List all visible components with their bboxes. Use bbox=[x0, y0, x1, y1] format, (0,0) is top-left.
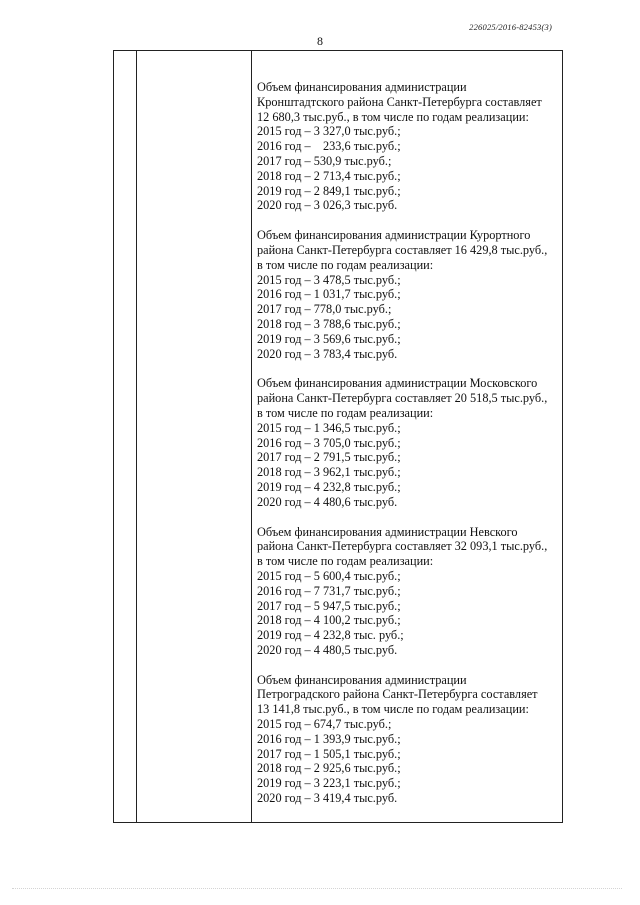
year-line: 2017 год – 778,0 тыс.руб.; bbox=[257, 302, 392, 317]
year-line: 2018 год – 2 713,4 тыс.руб.; bbox=[257, 168, 401, 183]
year-line: 2020 год – 4 480,6 тыс.руб. bbox=[257, 494, 398, 509]
year-line: 2016 год – 7 731,7 тыс.руб.; bbox=[257, 583, 401, 598]
text-line: района Санкт-Петербурга составляет 20 518,5 тыс.руб., bbox=[257, 391, 548, 406]
text-line: Объем финансирования администрации bbox=[257, 80, 467, 94]
year-line: 2018 год – 3 788,6 тыс.руб.; bbox=[257, 316, 401, 331]
year-line: 2020 год – 3 783,4 тыс.руб. bbox=[257, 346, 398, 361]
financing-block-moskovsky bbox=[257, 376, 557, 509]
year-line: 2019 год – 3 223,1 тыс.руб.; bbox=[257, 776, 401, 791]
year-line: 2019 год – 4 232,8 тыс.руб.; bbox=[257, 479, 401, 494]
financing-block-kurortny bbox=[257, 228, 557, 361]
scan-artifact-line bbox=[12, 888, 622, 890]
year-line: 2017 год – 2 791,5 тыс.руб.; bbox=[257, 450, 401, 465]
year-line: 2015 год – 674,7 тыс.руб.; bbox=[257, 717, 392, 732]
text-line: 13 141,8 тыс.руб., в том числе по годам реализации: bbox=[257, 702, 529, 717]
year-line: 2017 год – 5 947,5 тыс.руб.; bbox=[257, 598, 401, 613]
text-line: в том числе по годам реализации: bbox=[257, 257, 434, 272]
year-line: 2019 год – 2 849,1 тыс.руб.; bbox=[257, 183, 401, 198]
text-line: 12 680,3 тыс.руб., в том числе по годам реализации: bbox=[257, 109, 529, 124]
text-line: района Санкт-Петербурга составляет 32 093,1 тыс.руб., bbox=[257, 539, 548, 554]
year-line: 2015 год – 3 478,5 тыс.руб.; bbox=[257, 272, 401, 287]
year-line: 2016 год – 3 705,0 тыс.руб.; bbox=[257, 435, 401, 450]
document-code: 226025/2016-82453(3) bbox=[469, 22, 552, 32]
text-line: в том числе по годам реализации: bbox=[257, 405, 434, 420]
column-divider-2 bbox=[251, 51, 252, 822]
financing-block-kronshtadt bbox=[257, 80, 557, 213]
year-line: 2015 год – 1 346,5 тыс.руб.; bbox=[257, 420, 401, 435]
year-line: 2019 год – 4 232,8 тыс. руб.; bbox=[257, 628, 404, 643]
year-line: 2016 год – 1 393,9 тыс.руб.; bbox=[257, 731, 401, 746]
financing-block-nevsky bbox=[257, 525, 557, 658]
year-line: 2018 год – 2 925,6 тыс.руб.; bbox=[257, 761, 401, 776]
column-divider-1 bbox=[136, 51, 137, 822]
year-line: 2017 год – 530,9 тыс.руб.; bbox=[257, 153, 392, 168]
text-line: Кронштадтского района Санкт-Петербурга составляет bbox=[257, 94, 542, 109]
year-line: 2020 год – 3 026,3 тыс.руб. bbox=[257, 198, 398, 213]
text-line: Объем финансирования администрации bbox=[257, 672, 467, 687]
text-line: Объем финансирования администрации Курортного bbox=[257, 228, 531, 243]
text-line: в том числе по годам реализации: bbox=[257, 554, 434, 569]
year-line: 2018 год – 4 100,2 тыс.руб.; bbox=[257, 613, 401, 628]
year-line: 2016 год – 233,6 тыс.руб.; bbox=[257, 139, 401, 154]
text-line: Петроградского района Санкт-Петербурга составляет bbox=[257, 687, 538, 702]
text-line: Объем финансирования администрации Московского bbox=[257, 376, 538, 391]
year-line: 2020 год – 3 419,4 тыс.руб. bbox=[257, 791, 398, 806]
financing-block-petrogradsky bbox=[257, 673, 557, 806]
text-line: Объем финансирования администрации Невского bbox=[257, 524, 518, 539]
year-line: 2018 год – 3 962,1 тыс.руб.; bbox=[257, 465, 401, 480]
year-line: 2020 год – 4 480,5 тыс.руб. bbox=[257, 642, 398, 657]
year-line: 2015 год – 5 600,4 тыс.руб.; bbox=[257, 568, 401, 583]
page-number: 8 bbox=[317, 34, 323, 48]
year-line: 2019 год – 3 569,6 тыс.руб.; bbox=[257, 331, 401, 346]
table-cell-content bbox=[257, 80, 557, 821]
year-line: 2017 год – 1 505,1 тыс.руб.; bbox=[257, 746, 401, 761]
text-line: района Санкт-Петербурга составляет 16 429,8 тыс.руб., bbox=[257, 242, 548, 257]
year-line: 2016 год – 1 031,7 тыс.руб.; bbox=[257, 287, 401, 302]
year-line: 2015 год – 3 327,0 тыс.руб.; bbox=[257, 124, 401, 139]
